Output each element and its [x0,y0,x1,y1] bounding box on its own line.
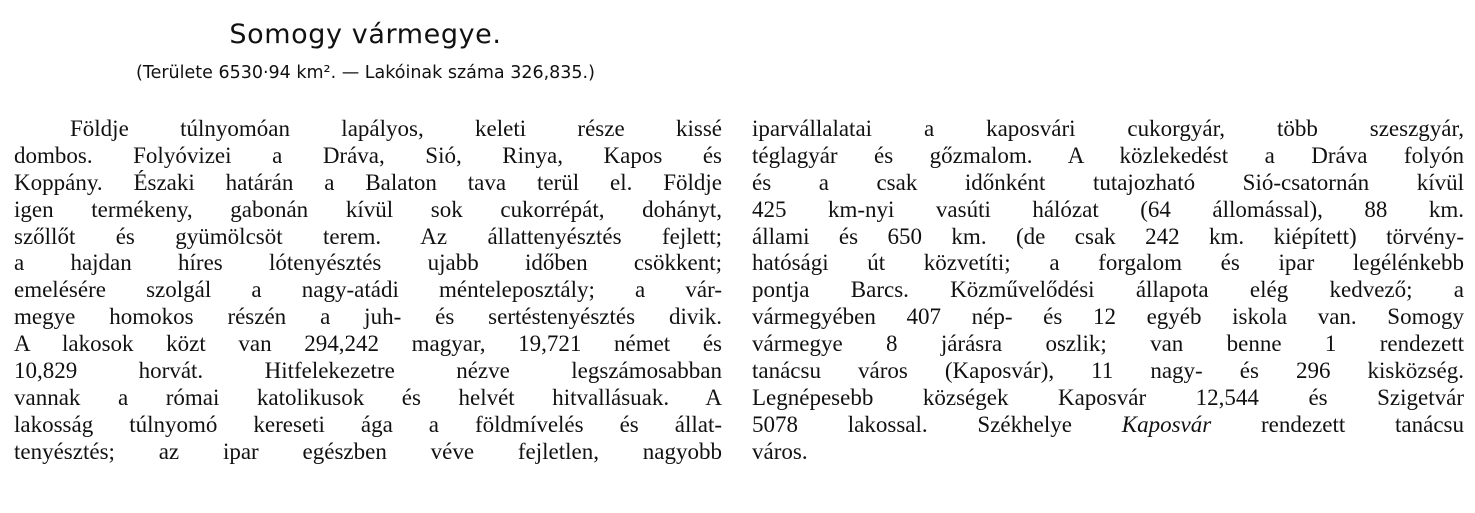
text-line: állami és 650 km. (de csak 242 km. kiépített) törvény- [752,223,1464,249]
text-line: és a csak időnként tutajozható Sió-csatornán kívül [752,169,1464,195]
text-line: a hajdan híres lótenyésztés ujabb időben csökkent; [14,250,722,276]
text-line: szőllőt és gyümölcsöt terem. Az állattenyésztés fejlett; [14,223,722,249]
text-line: Legnépesebb községek Kaposvár 12,544 és Szigetvár [752,384,1464,410]
text-line: 425 km-nyi vasúti hálózat (64 állomással), 88 km. [752,196,1464,222]
text-column-left [14,116,722,466]
page-title: Somogy vármegye. [229,19,502,50]
text-line: igen termékeny, gabonán kívül sok cukorrépát, dohányt, [14,196,722,222]
text-line: tenyésztés; az ipar egészben véve fejletlen, nagyobb [14,438,722,464]
text-line: téglagyár és gőzmalom. A közlekedést a Dráva folyón [752,142,1464,168]
text-line: lakosság túlnyomó kereseti ága a földmívelés és állat- [14,411,722,437]
text-line: dombos. Folyóvizei a Dráva, Sió, Rinya, Kapos és [14,142,722,168]
text-line [752,412,1464,439]
text-line: vannak a római katolikusok és helvét hitvallásuak. A [14,384,722,410]
text-line: iparvállalatai a kaposvári cukorgyár, több szeszgyár, [752,116,1464,141]
text-line: város. [752,438,808,464]
text-line: megye homokos részén a juh- és sertéstenyésztés divik. [14,304,722,330]
text-column-right [752,116,1464,466]
text-fragment: rendezett tanácsu [1260,411,1465,437]
text-fragment: 5078 lakossal. Székhelye [752,411,1072,437]
text-line: hatósági út közvetíti; a forgalom és ipar legélénkebb [752,250,1464,276]
text-line: vármegyében 407 nép- és 12 egyéb iskola van. Somogy [752,304,1464,330]
text-line: Földje túlnyomóan lapályos, keleti része kissé [70,116,722,141]
text-line: tanácsu város (Kaposvár), 11 nagy- és 296 kisközség. [752,358,1464,384]
italic-place-name: Kaposvár [1121,411,1212,437]
text-line: emelésére szolgál a nagy-atádi ménteleposztály; a vár- [14,277,722,303]
page-subtitle: (Területe 6530·94 km². — Lakóinak száma 326,835.) [136,63,595,83]
text-line: pontja Barcs. Közművelődési állapota elég kedvező; a [752,277,1464,303]
text-line: 10,829 horvát. Hitfelekezetre nézve legszámosabban [14,358,722,384]
text-line: Koppány. Északi határán a Balaton tava terül el. Földje [14,169,722,195]
text-line: vármegye 8 járásra oszlik; van benne 1 rendezett [752,331,1464,357]
text-line: A lakosok közt van 294,242 magyar, 19,721 német és [14,331,722,357]
